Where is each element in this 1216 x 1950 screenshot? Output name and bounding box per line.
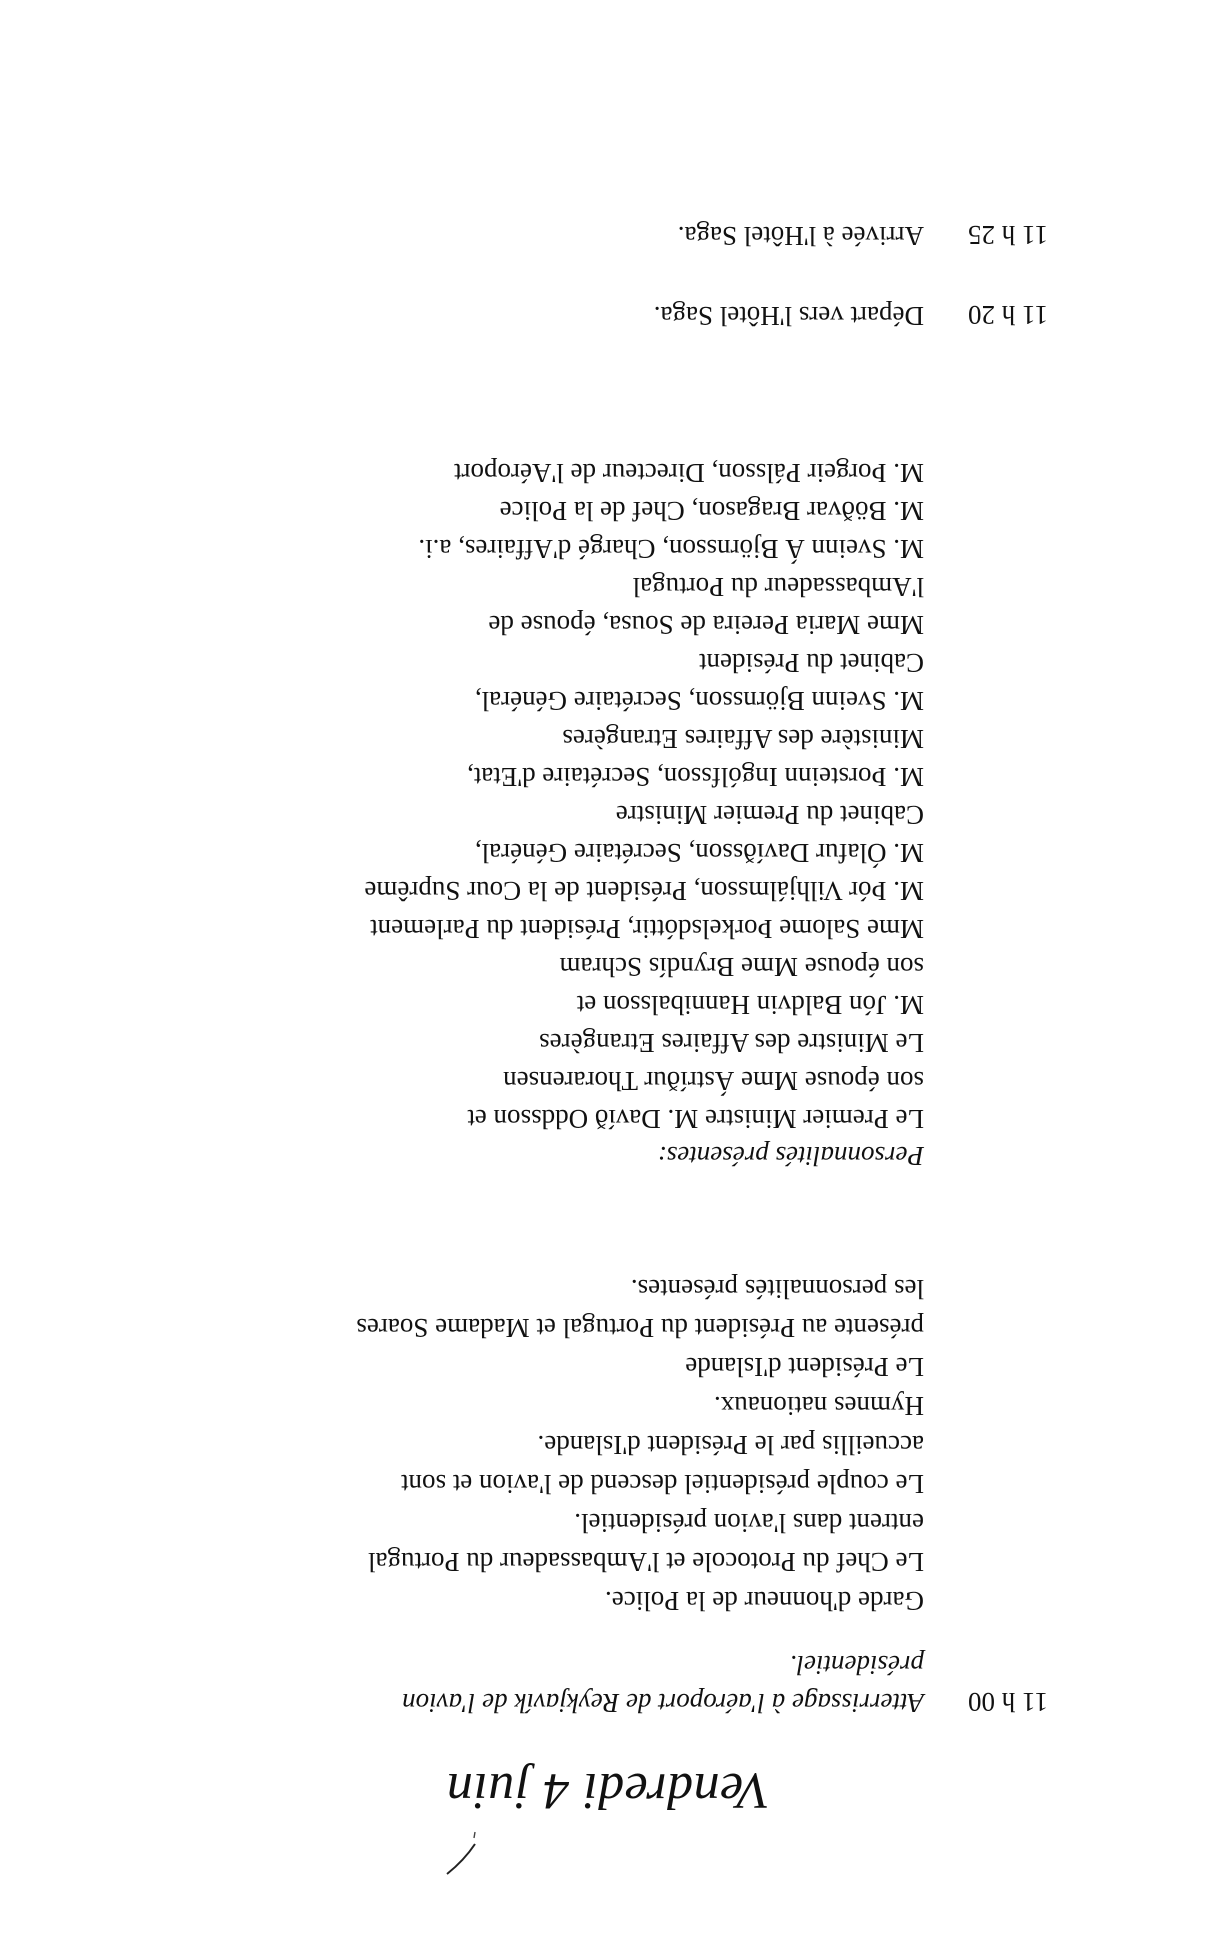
personality-line: M. Sveinn Björnsson, Secrétaire Général, [474,686,924,716]
body-line: Le couple présidentiel descend de l'avion et sont [401,1469,924,1499]
personalities-list [364,454,924,1138]
personality-line: Ministère des Affaires Etrangères [562,724,924,754]
event-heading-line: présidentiel. [789,1650,924,1680]
personality-line: M. Sveinn Á Björnsson, Chargé d'Affaires, a.i. [418,534,924,564]
body-line: accueillis par le Président d'Islande. [537,1430,924,1460]
personality-line: son épouse Mme Bryndís Schram [559,952,924,982]
pen-stroke-mark [441,1828,481,1878]
personality-line: Cabinet du Président [699,648,924,678]
body-line: Garde d'honneur de la Police. [604,1586,924,1616]
body-line: les personnalités présentes. [630,1274,924,1304]
personality-line: son épouse Mme Ástríður Thorarensen [503,1066,924,1096]
personality-line: Mme Salome Þorkelsdóttir, Président du Parlement [370,914,924,944]
personality-line: Mme Maria Pereira de Sousa, épouse de [488,610,924,640]
personality-line: M. Þorgeir Pálsson, Directeur de l'Aéroport [453,458,924,488]
event-text: Arrivée à l'Hôtel Saga. [677,221,924,251]
body-line: Le Président d'Islande [685,1352,924,1382]
personality-line: M. Böðvar Bragason, Chef de la Police [499,496,924,526]
time-label: 11 h 20 [968,300,1048,330]
body-line: présente au Président du Portugal et Madame Soares [356,1313,924,1343]
personality-line: l'Ambassadeur du Portugal [632,572,924,602]
personality-line: M. Þorsteinn Ingólfsson, Secrétaire d'Etat, [466,762,924,792]
personality-line: Cabinet du Premier Ministre [615,800,924,830]
personality-line: M. Þór Vilhjálmsson, Président de la Cour Suprême [364,876,924,906]
page-title: Vendredi 4 juin [446,1762,770,1819]
time-label: 11 h 25 [968,220,1048,250]
body-line: entrent dans l'avion présidentiel. [574,1508,924,1538]
event-heading-line: Atterrissage à l'aéroport de Reykjavík de l'avion [402,1688,924,1718]
event-heading [402,1646,924,1722]
event-text: Départ vers l'Hôtel Saga. [653,301,924,331]
time-label: 11 h 00 [968,1687,1048,1717]
personality-line: M. Ólafur Davíðsson, Secrétaire Général, [474,838,924,868]
event-body [356,1269,924,1620]
body-line: Le Chef du Protocole et l'Ambassadeur du Portugal [368,1547,924,1577]
body-line: Hymnes nationaux. [714,1391,924,1421]
personality-line: Le Ministre des Affaires Etrangères [539,1028,924,1058]
personality-line: M. Jón Baldvin Hannibalsson et [576,990,924,1020]
personality-line: Le Premier Ministre M. Davíð Oddsson et [467,1104,924,1134]
personalities-heading: Personnalités présentes: [657,1141,924,1171]
